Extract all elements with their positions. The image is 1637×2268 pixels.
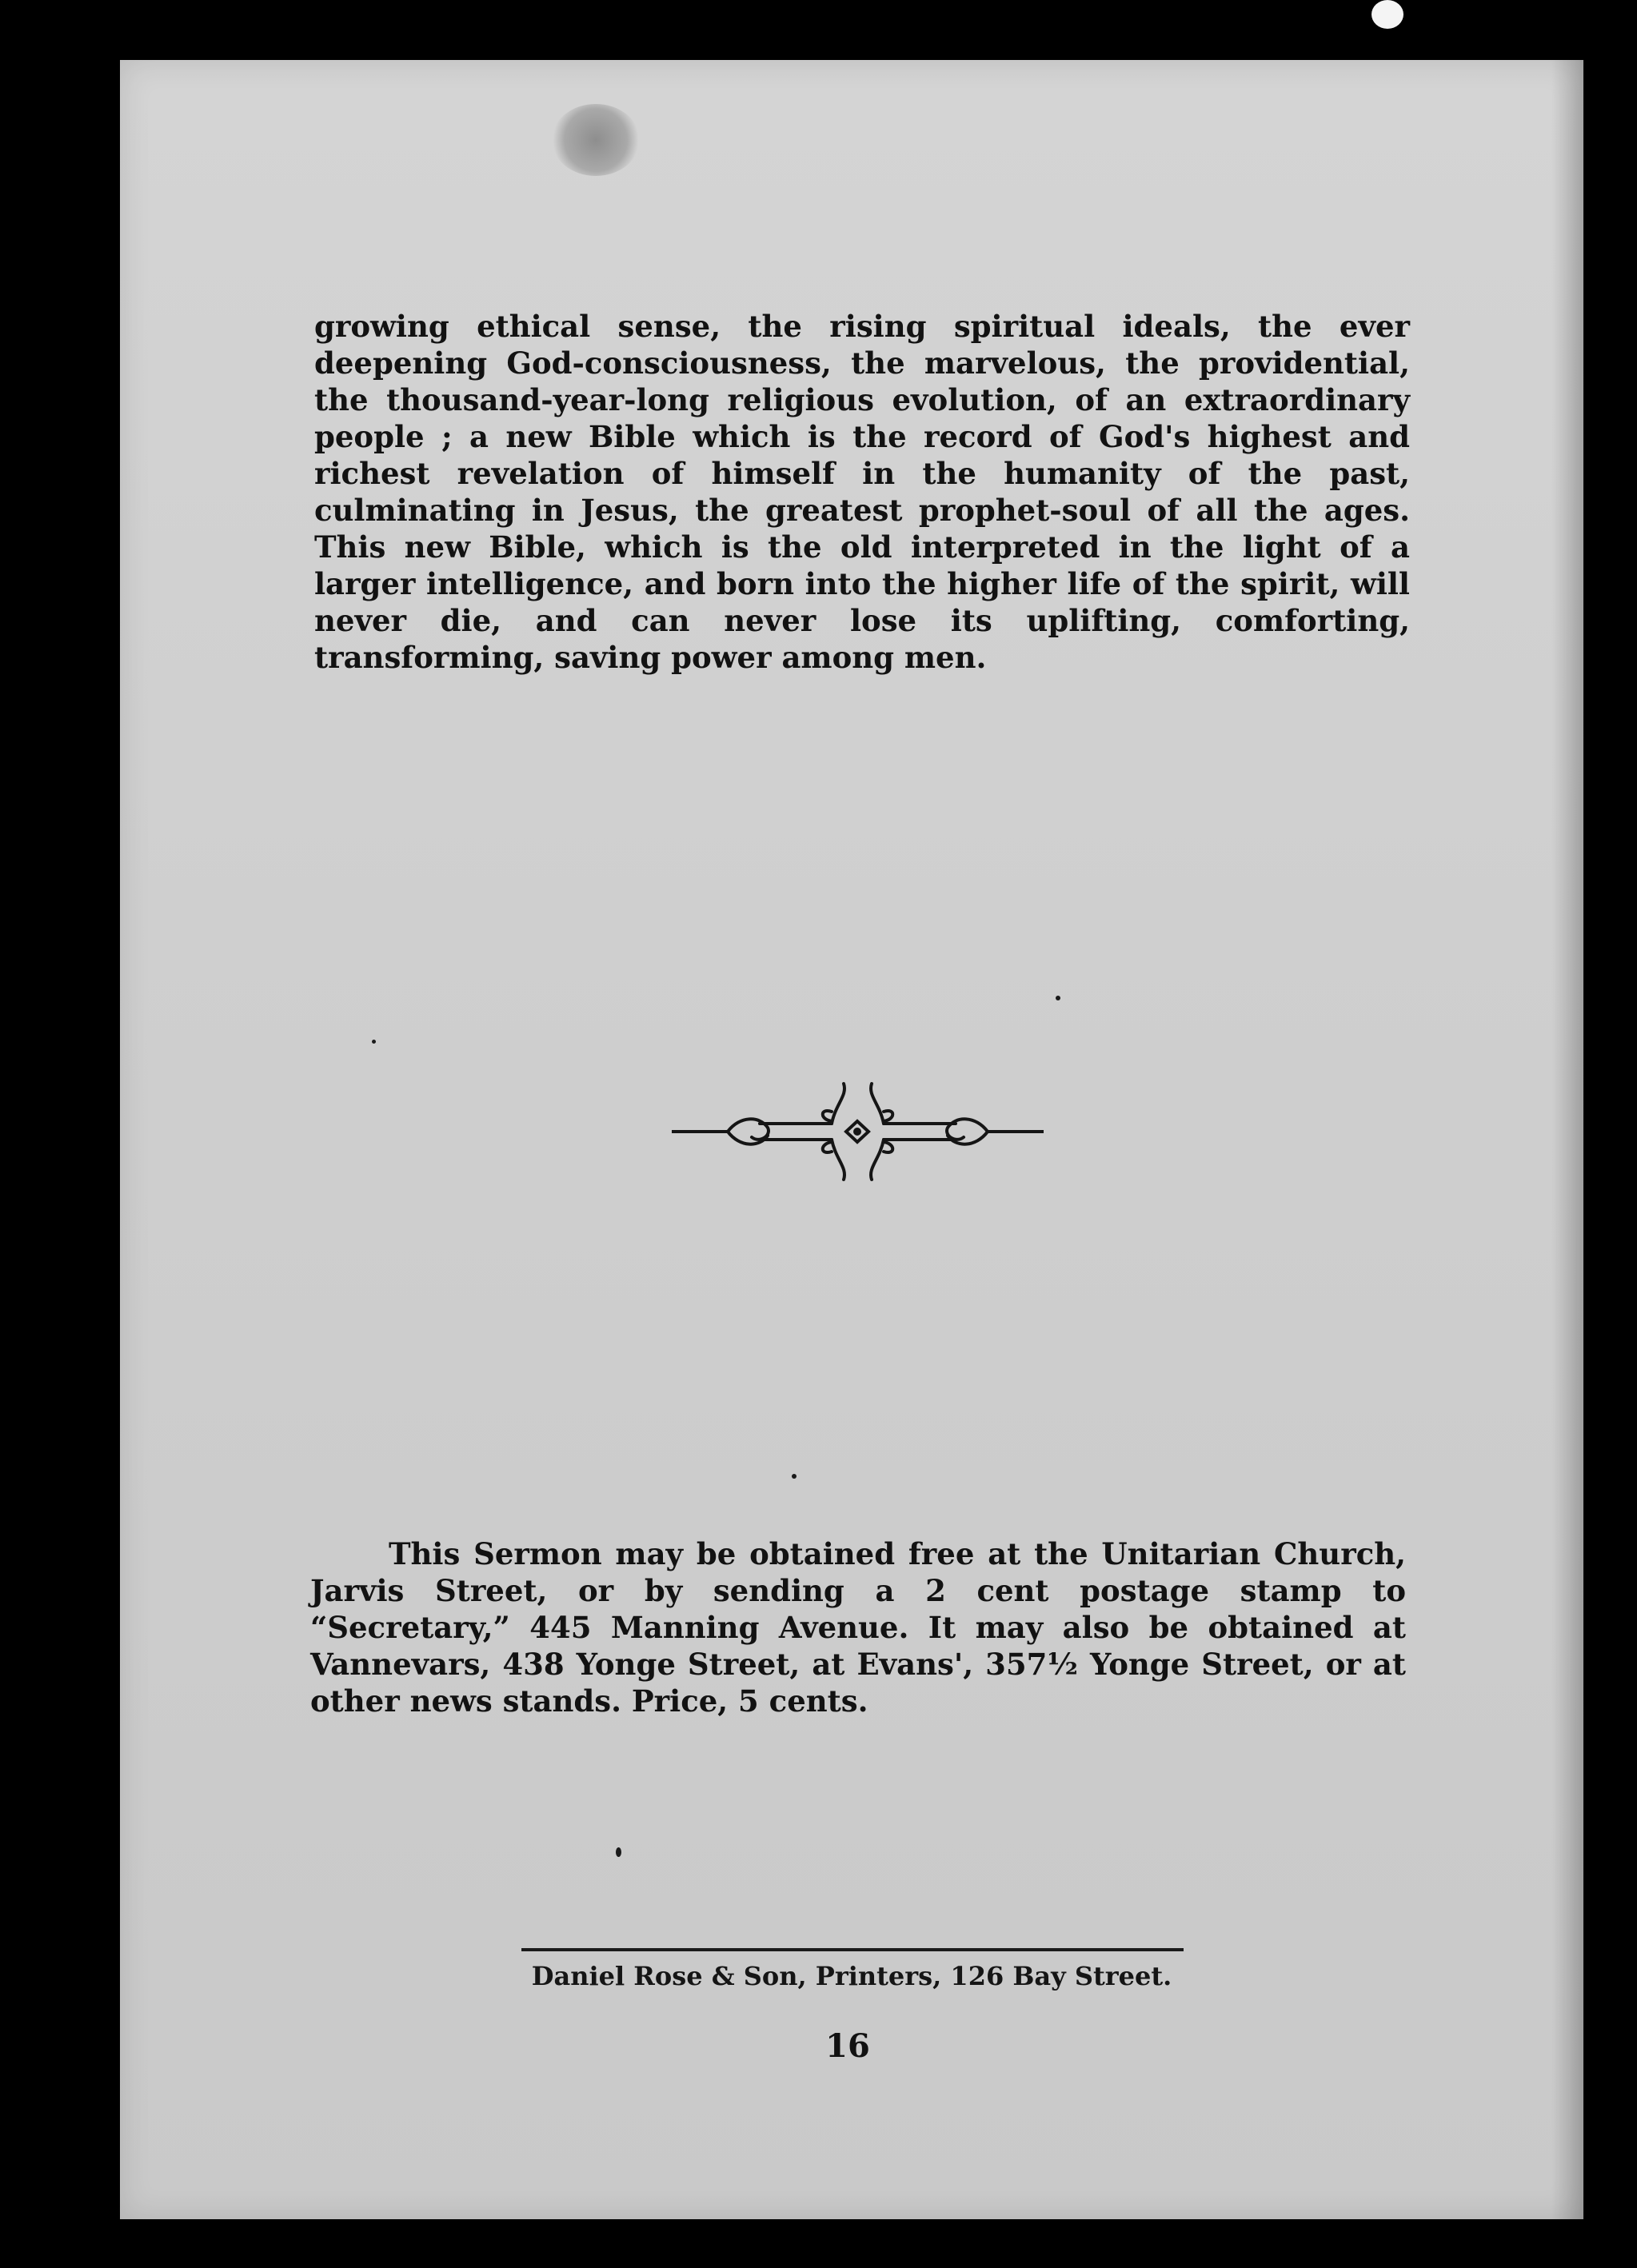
page-number: 16 xyxy=(825,2027,870,2065)
paper-stain xyxy=(552,104,640,176)
ink-speck xyxy=(1056,996,1060,1000)
scroll-ornament-icon xyxy=(672,1080,1044,1184)
ink-speck xyxy=(372,1040,376,1044)
body-paragraph: growing ethical sense, the rising spiritual ideals, the ever deepening God-consciousness, the marvelous, the providential, the thousand-year-long religious evolution, of an extraordinary people ; a new Bible which is the record of God's highest and richest revelation of himself in the humanity of the past, culminating in Jesus, the greatest prophet-soul of all the ages. This new Bible, which is the old interpreted in the light of a larger intelligence, and born into the higher life of the spirit, will never die, and can never lose its uplifting, comforting, transforming, saving power among men. xyxy=(314,309,1410,675)
ink-speck xyxy=(616,1847,621,1857)
horizontal-rule xyxy=(521,1948,1184,1951)
page-edge-shadow xyxy=(1551,60,1583,2219)
notice-paragraph: This Sermon may be obtained free at the Unitarian Church, Jarvis Street, or by sending a 2 cent postage stamp to “Secretary,” 445 Manning Avenue. It may also be obtained at Vannevars, 438 Yonge Street, at Evans', 357½ Yonge Street, or at other news stands. Price, 5 cents. xyxy=(310,1536,1406,1719)
printer-line: Daniel Rose & Son, Printers, 126 Bay Street. xyxy=(531,1961,1172,1991)
ink-speck xyxy=(792,1474,797,1479)
scan-artifact-blob xyxy=(1371,0,1403,29)
